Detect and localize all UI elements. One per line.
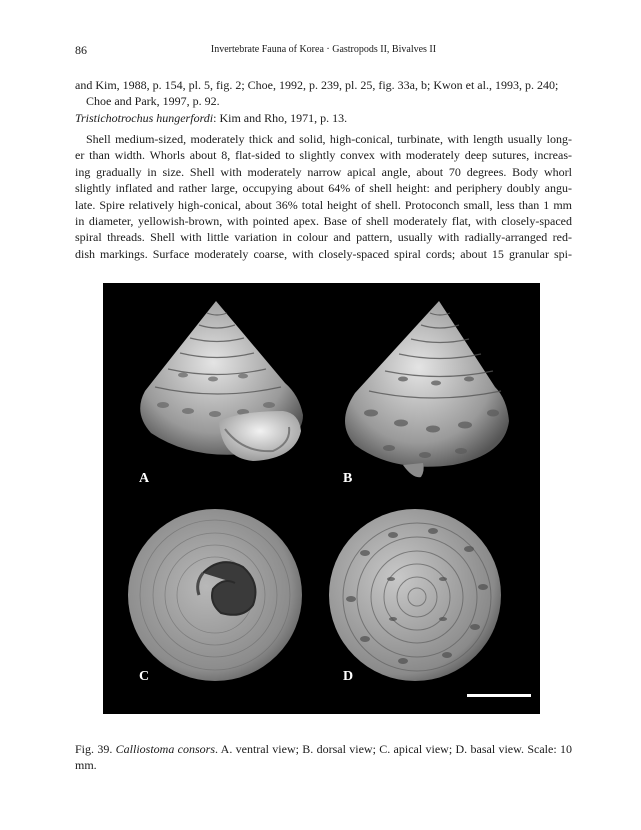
- shell-c-apical: [128, 509, 302, 681]
- figure-caption: [75, 741, 572, 774]
- synonym-line: [75, 110, 572, 126]
- synonym-citation: : Kim and Rho, 1971, p. 13.: [213, 110, 348, 125]
- shell-b-dorsal: [345, 301, 509, 477]
- description-line: spiral threads. Shell with little variation in colour and pattern, usually with radially-arranged red-: [75, 230, 572, 245]
- reference-line: Choe and Park, 1997, p. 92.: [86, 94, 220, 109]
- description-line: ing gradually in size. Shell with moderately narrow apical angle, about 70 degrees. Body whorl: [75, 164, 572, 179]
- figure-label-a: A: [139, 471, 150, 486]
- reference-line: and Kim, 1988, p. 154, pl. 5, fig. 2; Choe, 1992, p. 239, pl. 25, fig. 33a, b; Kwon et al., 1993, p. 240;: [75, 78, 559, 92]
- page-number: 86: [75, 43, 87, 57]
- figure-label-b: B: [343, 471, 353, 486]
- shell-d-basal: [329, 509, 501, 681]
- shell-photographs: [103, 283, 540, 714]
- caption-line: mm.: [75, 758, 97, 773]
- caption-line: [75, 741, 572, 757]
- caption-prefix: Fig. 39.: [75, 742, 116, 756]
- shell-figure-plate: [103, 283, 540, 714]
- description-line: dish markings. Surface moderately coarse, with closely-spaced spiral cords; about 15 granular spi-: [75, 246, 572, 261]
- description-line: late. Spire relatively high-conical, about 36% total height of shell. Protoconch small, less than 1 mm: [75, 197, 572, 212]
- synonym-name: Tristichotrochus hungerfordi: [75, 110, 214, 125]
- references-block: [75, 77, 572, 126]
- description-paragraph: [75, 131, 572, 262]
- shell-a-ventral: [140, 301, 303, 461]
- scale-bar: [467, 694, 531, 697]
- description-line: in diameter, yellowish-brown, with pointed apex. Base of shell moderately flat, with closely-spaced: [75, 214, 572, 229]
- page-header: [75, 43, 572, 59]
- figure-label-c: C: [139, 669, 150, 684]
- description-line: Shell medium-sized, moderately thick and solid, high-conical, turbinate, with length usually long-: [86, 132, 572, 146]
- running-head: Invertebrate Fauna of Korea · Gastropods II, Bivalves II: [210, 44, 437, 55]
- figure-label-d: D: [343, 669, 354, 684]
- description-line: er than width. Whorls about 8, flat-sided to slightly convex with moderately deep sutures, increas-: [75, 148, 572, 163]
- caption-species: Calliostoma consors: [115, 742, 215, 756]
- caption-text: . A. ventral view; B. dorsal view; C. apical view; D. basal view. Scale: 10: [215, 742, 572, 756]
- description-line: slightly inflated and rather large, occupying about 64% of shell height: and periphery doubly angu-: [75, 181, 572, 196]
